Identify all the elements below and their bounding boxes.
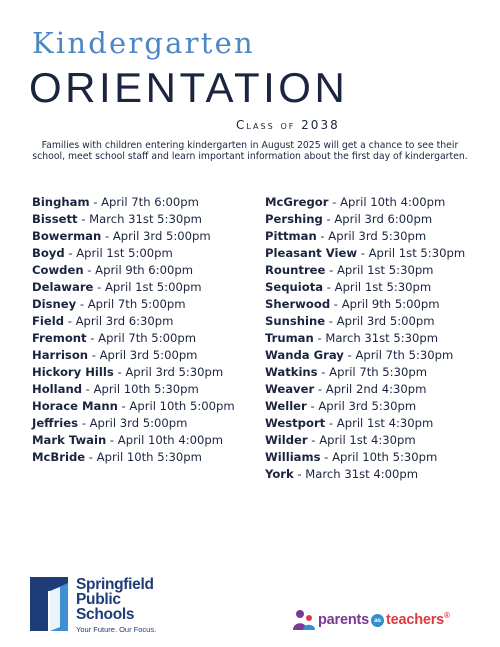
separator: - [85, 450, 97, 464]
school-name: Jeffries [32, 416, 79, 430]
sps-name-line1: Springfield [76, 576, 154, 593]
schedule-entry [32, 415, 242, 432]
orientation-time: April 10th 4:00pm [340, 195, 446, 209]
schedule-entry [265, 279, 485, 296]
orientation-time: April 9th 6:00pm [95, 263, 193, 277]
school-name: Wanda Gray [265, 348, 344, 362]
orientation-time: April 9th 5:00pm [341, 297, 440, 311]
separator: - [64, 314, 76, 328]
intro-paragraph: Families with children entering kindergarten in August 2025 will get a chance to see their school, meet school staff and learn important information about the first day of kindergarten. [32, 140, 468, 162]
school-name: McBride [32, 450, 86, 464]
schedule-entry [265, 415, 485, 432]
pat-parents-text: parents [318, 612, 369, 628]
separator: - [323, 280, 335, 294]
schedule-entry [32, 296, 242, 313]
school-name: Pittman [265, 229, 317, 243]
separator: - [64, 246, 77, 260]
schedule-entry [32, 245, 242, 262]
schedule-entry [32, 228, 242, 245]
schedule-entry [32, 398, 242, 415]
separator: - [306, 399, 319, 413]
orientation-time: April 7th 5:00pm [98, 331, 196, 345]
orientation-time: April 7th 5:00pm [87, 297, 186, 311]
schedule-entry [265, 347, 485, 364]
school-name: Boyd [32, 246, 65, 260]
school-name: Bingham [32, 195, 90, 209]
schedule-entry [32, 194, 242, 211]
pat-wordmark [318, 611, 450, 628]
school-name: Harrison [32, 348, 89, 362]
orientation-time: April 7th 5:30pm [355, 348, 454, 362]
school-name: Bowerman [32, 229, 102, 243]
separator: - [317, 365, 330, 379]
orientation-time: April 10th 5:30pm [96, 450, 202, 464]
orientation-time: March 31st 5:30pm [89, 212, 202, 226]
schedule-entry [265, 364, 485, 381]
separator: - [76, 297, 88, 311]
springfield-public-schools-logo [30, 577, 200, 637]
school-name: Sunshine [265, 314, 326, 328]
school-name: Cowden [32, 263, 84, 277]
separator: - [89, 195, 102, 209]
orientation-time: April 1st 5:30pm [334, 280, 432, 294]
separator: - [88, 348, 100, 362]
school-name: Sequiota [265, 280, 324, 294]
schedule-entry [265, 381, 485, 398]
orientation-time: April 1st 5:30pm [368, 246, 466, 260]
separator: - [328, 195, 341, 209]
orientation-time: April 7th 6:00pm [101, 195, 199, 209]
orientation-time: April 1st 4:30pm [319, 433, 416, 447]
sps-name [76, 577, 154, 622]
school-name: Pleasant View [265, 246, 358, 260]
separator: - [101, 229, 113, 243]
title-orientation: ORIENTATION [29, 64, 349, 111]
schedule-entry [32, 262, 242, 279]
parents-as-teachers-logo [292, 609, 482, 631]
schedule-entry [32, 432, 242, 449]
separator: - [343, 348, 356, 362]
orientation-time: April 3rd 5:00pm [99, 348, 198, 362]
school-name: Weaver [265, 382, 315, 396]
school-name: Bissett [32, 212, 78, 226]
schedule-entry [265, 398, 485, 415]
school-name: Westport [265, 416, 326, 430]
separator: - [82, 382, 94, 396]
schedule-entry [265, 262, 485, 279]
school-name: Truman [265, 331, 314, 345]
orientation-time: April 3rd 5:30pm [328, 229, 427, 243]
orientation-time: April 3rd 6:30pm [75, 314, 174, 328]
separator: - [78, 416, 90, 430]
separator: - [113, 365, 126, 379]
schedule-entry [32, 381, 242, 398]
separator: - [314, 382, 326, 396]
sps-name-line3: Schools [76, 606, 135, 623]
separator: - [357, 246, 369, 260]
orientation-time: April 3rd 5:00pm [112, 229, 211, 243]
school-name: Williams [265, 450, 321, 464]
class-of-label: Class of 2038 [236, 118, 340, 132]
school-name: Mark Twain [32, 433, 107, 447]
sps-tagline: Your Future. Our Focus. [76, 625, 157, 634]
school-name: York [265, 467, 294, 481]
school-name: Watkins [265, 365, 318, 379]
school-name: Wilder [265, 433, 308, 447]
school-name: Field [32, 314, 65, 328]
separator: - [325, 263, 337, 277]
school-name: Pershing [265, 212, 323, 226]
separator: - [293, 467, 306, 481]
schedule-entry [265, 330, 485, 347]
separator: - [320, 450, 333, 464]
schedule-entry [265, 449, 485, 466]
schedule-entry [32, 330, 242, 347]
separator: - [93, 280, 105, 294]
school-name: Delaware [32, 280, 94, 294]
schedule-entry [265, 228, 485, 245]
orientation-time: March 31st 5:30pm [325, 331, 439, 345]
separator: - [330, 297, 342, 311]
orientation-time: April 1st 5:30pm [336, 263, 434, 277]
orientation-time: April 1st 4:30pm [336, 416, 434, 430]
title-kindergarten: Kindergarten [32, 26, 255, 60]
schedule-entry [265, 194, 485, 211]
school-name: Rountree [265, 263, 326, 277]
separator: - [325, 314, 337, 328]
orientation-time: April 10th 5:00pm [129, 399, 235, 413]
orientation-time: April 2nd 4:30pm [325, 382, 427, 396]
schedule-entry [265, 313, 485, 330]
school-name: Hickory Hills [32, 365, 114, 379]
schedule-entry [265, 296, 485, 313]
separator: - [77, 212, 90, 226]
orientation-time: April 3rd 6:00pm [334, 212, 433, 226]
schedule-entry [265, 432, 485, 449]
sps-name-line2: Public [76, 591, 121, 608]
school-name: Disney [32, 297, 77, 311]
school-name: Horace Mann [32, 399, 118, 413]
orientation-time: April 10th 4:00pm [117, 433, 224, 447]
school-name: Holland [32, 382, 82, 396]
separator: - [106, 433, 118, 447]
orientation-time: April 3rd 5:30pm [318, 399, 417, 413]
schedule-entry [32, 449, 242, 466]
schedule-column-left [32, 194, 242, 466]
separator: - [322, 212, 335, 226]
schedule-entry [32, 279, 242, 296]
schedule-entry [32, 347, 242, 364]
separator: - [325, 416, 337, 430]
orientation-time: April 1st 5:00pm [76, 246, 173, 260]
schedule-column-right [265, 194, 485, 483]
sps-emblem-icon [30, 577, 68, 631]
schedule-entry [32, 211, 242, 228]
pat-registered-mark: ® [444, 611, 450, 620]
schedule-entry [265, 245, 485, 262]
separator: - [307, 433, 320, 447]
school-name: Fremont [32, 331, 87, 345]
orientation-time: March 31st 4:00pm [305, 467, 419, 481]
schedule-entry [265, 466, 485, 483]
orientation-time: April 10th 5:30pm [93, 382, 199, 396]
orientation-time: April 3rd 5:30pm [125, 365, 224, 379]
pat-teachers-text: teachers [385, 612, 445, 628]
orientation-time: April 7th 5:30pm [329, 365, 427, 379]
orientation-time: April 3rd 5:00pm [89, 416, 188, 430]
orientation-time: April 3rd 5:00pm [336, 314, 435, 328]
separator: - [83, 263, 96, 277]
school-name: Sherwood [265, 297, 331, 311]
separator: - [117, 399, 130, 413]
orientation-time: April 10th 5:30pm [332, 450, 438, 464]
orientation-time: April 1st 5:00pm [104, 280, 202, 294]
separator: - [86, 331, 99, 345]
school-name: Weller [265, 399, 307, 413]
separator: - [313, 331, 326, 345]
pat-as-badge: as [371, 614, 384, 627]
schedule-entry [265, 211, 485, 228]
school-name: McGregor [265, 195, 329, 209]
schedule-entry [32, 313, 242, 330]
schedule-entry [32, 364, 242, 381]
separator: - [316, 229, 329, 243]
people-icon [292, 609, 316, 631]
